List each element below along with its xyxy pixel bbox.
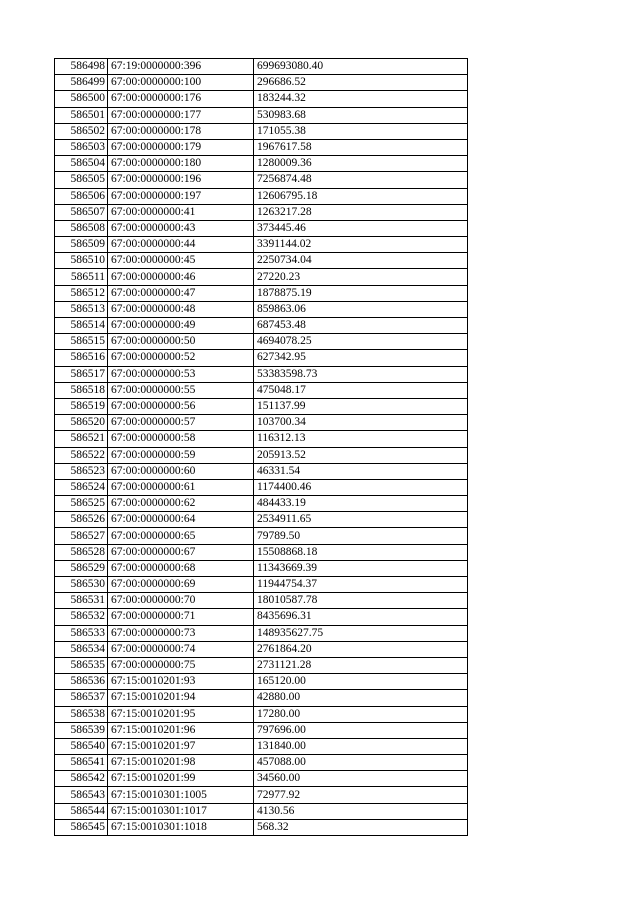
- row-number-cell: 586503: [55, 139, 108, 155]
- cadastral-number-cell: 67:00:0000000:177: [108, 107, 254, 123]
- cadastral-number-cell: 67:00:0000000:74: [108, 641, 254, 657]
- row-number-cell: 586518: [55, 382, 108, 398]
- value-cell: 46331.54: [254, 463, 468, 479]
- value-cell: 165120.00: [254, 674, 468, 690]
- table-row: [55, 398, 468, 414]
- cadastral-number-cell: 67:00:0000000:61: [108, 479, 254, 495]
- table-row: [55, 107, 468, 123]
- row-number-cell: 586532: [55, 609, 108, 625]
- table-row: [55, 123, 468, 139]
- table-row: [55, 512, 468, 528]
- table-row: [55, 75, 468, 91]
- table-row: [55, 285, 468, 301]
- cadastral-number-cell: 67:00:0000000:75: [108, 657, 254, 673]
- row-number-cell: 586543: [55, 787, 108, 803]
- table-row: [55, 350, 468, 366]
- table-row: [55, 722, 468, 738]
- table-row: [55, 59, 468, 75]
- row-number-cell: 586541: [55, 755, 108, 771]
- value-cell: 7256874.48: [254, 172, 468, 188]
- row-number-cell: 586538: [55, 706, 108, 722]
- row-number-cell: 586507: [55, 204, 108, 220]
- cadastral-number-cell: 67:00:0000000:65: [108, 528, 254, 544]
- cadastral-number-cell: 67:15:0010201:96: [108, 722, 254, 738]
- row-number-cell: 586498: [55, 59, 108, 75]
- row-number-cell: 586511: [55, 269, 108, 285]
- row-number-cell: 586508: [55, 220, 108, 236]
- cadastral-number-cell: 67:00:0000000:49: [108, 318, 254, 334]
- cadastral-number-cell: 67:15:0010301:1018: [108, 819, 254, 835]
- row-number-cell: 586516: [55, 350, 108, 366]
- cadastral-number-cell: 67:00:0000000:52: [108, 350, 254, 366]
- cadastral-number-cell: 67:00:0000000:43: [108, 220, 254, 236]
- value-cell: 11944754.37: [254, 577, 468, 593]
- table-body: [55, 59, 468, 836]
- table-row: [55, 188, 468, 204]
- table-row: [55, 625, 468, 641]
- value-cell: 1967617.58: [254, 139, 468, 155]
- value-cell: 148935627.75: [254, 625, 468, 641]
- row-number-cell: 586520: [55, 415, 108, 431]
- row-number-cell: 586528: [55, 544, 108, 560]
- table-row: [55, 674, 468, 690]
- table-row: [55, 819, 468, 835]
- cadastral-number-cell: 67:00:0000000:69: [108, 577, 254, 593]
- row-number-cell: 586542: [55, 771, 108, 787]
- table-row: [55, 463, 468, 479]
- table-row: [55, 139, 468, 155]
- cadastral-number-cell: 67:00:0000000:45: [108, 253, 254, 269]
- value-cell: 2250734.04: [254, 253, 468, 269]
- value-cell: 4694078.25: [254, 334, 468, 350]
- table-row: [55, 479, 468, 495]
- cadastral-number-cell: 67:00:0000000:176: [108, 91, 254, 107]
- cadastral-number-cell: 67:15:0010201:97: [108, 738, 254, 754]
- value-cell: 457088.00: [254, 755, 468, 771]
- table-row: [55, 91, 468, 107]
- cadastral-number-cell: 67:00:0000000:68: [108, 560, 254, 576]
- table-row: [55, 755, 468, 771]
- table-row: [55, 528, 468, 544]
- cadastral-number-cell: 67:00:0000000:59: [108, 447, 254, 463]
- table-row: [55, 496, 468, 512]
- cadastral-number-cell: 67:00:0000000:179: [108, 139, 254, 155]
- value-cell: 797696.00: [254, 722, 468, 738]
- value-cell: 79789.50: [254, 528, 468, 544]
- cadastral-number-cell: 67:00:0000000:56: [108, 398, 254, 414]
- table-row: [55, 269, 468, 285]
- row-number-cell: 586537: [55, 690, 108, 706]
- row-number-cell: 586525: [55, 496, 108, 512]
- row-number-cell: 586499: [55, 75, 108, 91]
- value-cell: 205913.52: [254, 447, 468, 463]
- value-cell: 8435696.31: [254, 609, 468, 625]
- value-cell: 484433.19: [254, 496, 468, 512]
- value-cell: 475048.17: [254, 382, 468, 398]
- row-number-cell: 586501: [55, 107, 108, 123]
- value-cell: 72977.92: [254, 787, 468, 803]
- cadastral-number-cell: 67:00:0000000:53: [108, 366, 254, 382]
- table-row: [55, 593, 468, 609]
- value-cell: 296686.52: [254, 75, 468, 91]
- value-cell: 1280009.36: [254, 156, 468, 172]
- row-number-cell: 586510: [55, 253, 108, 269]
- value-cell: 15508868.18: [254, 544, 468, 560]
- cadastral-number-cell: 67:00:0000000:57: [108, 415, 254, 431]
- row-number-cell: 586545: [55, 819, 108, 835]
- row-number-cell: 586524: [55, 479, 108, 495]
- row-number-cell: 586530: [55, 577, 108, 593]
- table-row: [55, 415, 468, 431]
- row-number-cell: 586509: [55, 237, 108, 253]
- cadastral-number-cell: 67:15:0010301:1017: [108, 803, 254, 819]
- value-cell: 4130.56: [254, 803, 468, 819]
- cadastral-number-cell: 67:00:0000000:47: [108, 285, 254, 301]
- cadastral-number-cell: 67:00:0000000:67: [108, 544, 254, 560]
- row-number-cell: 586512: [55, 285, 108, 301]
- cadastral-number-cell: 67:00:0000000:178: [108, 123, 254, 139]
- table-row: [55, 787, 468, 803]
- cadastral-number-cell: 67:00:0000000:70: [108, 593, 254, 609]
- value-cell: 27220.23: [254, 269, 468, 285]
- row-number-cell: 586514: [55, 318, 108, 334]
- cadastral-number-cell: 67:15:0010201:98: [108, 755, 254, 771]
- row-number-cell: 586502: [55, 123, 108, 139]
- value-cell: 1174400.46: [254, 479, 468, 495]
- value-cell: 859863.06: [254, 301, 468, 317]
- data-table: [54, 58, 468, 836]
- row-number-cell: 586539: [55, 722, 108, 738]
- cadastral-number-cell: 67:00:0000000:58: [108, 431, 254, 447]
- cadastral-number-cell: 67:00:0000000:180: [108, 156, 254, 172]
- row-number-cell: 586506: [55, 188, 108, 204]
- table-row: [55, 366, 468, 382]
- table-row: [55, 156, 468, 172]
- value-cell: 530983.68: [254, 107, 468, 123]
- table-row: [55, 771, 468, 787]
- value-cell: 103700.34: [254, 415, 468, 431]
- table-row: [55, 318, 468, 334]
- row-number-cell: 586500: [55, 91, 108, 107]
- table-row: [55, 220, 468, 236]
- value-cell: 151137.99: [254, 398, 468, 414]
- cadastral-number-cell: 67:15:0010201:94: [108, 690, 254, 706]
- cadastral-number-cell: 67:00:0000000:46: [108, 269, 254, 285]
- table-row: [55, 544, 468, 560]
- row-number-cell: 586527: [55, 528, 108, 544]
- cadastral-number-cell: 67:19:0000000:396: [108, 59, 254, 75]
- value-cell: 2731121.28: [254, 657, 468, 673]
- row-number-cell: 586544: [55, 803, 108, 819]
- cadastral-number-cell: 67:00:0000000:48: [108, 301, 254, 317]
- value-cell: 2761864.20: [254, 641, 468, 657]
- table-row: [55, 431, 468, 447]
- row-number-cell: 586531: [55, 593, 108, 609]
- table-row: [55, 657, 468, 673]
- value-cell: 3391144.02: [254, 237, 468, 253]
- value-cell: 2534911.65: [254, 512, 468, 528]
- value-cell: 568.32: [254, 819, 468, 835]
- table-row: [55, 382, 468, 398]
- row-number-cell: 586513: [55, 301, 108, 317]
- table-row: [55, 738, 468, 754]
- table-row: [55, 609, 468, 625]
- value-cell: 131840.00: [254, 738, 468, 754]
- row-number-cell: 586534: [55, 641, 108, 657]
- cadastral-number-cell: 67:00:0000000:60: [108, 463, 254, 479]
- table-row: [55, 577, 468, 593]
- table-row: [55, 301, 468, 317]
- value-cell: 34560.00: [254, 771, 468, 787]
- cadastral-number-cell: 67:00:0000000:71: [108, 609, 254, 625]
- table-row: [55, 334, 468, 350]
- table-row: [55, 253, 468, 269]
- row-number-cell: 586540: [55, 738, 108, 754]
- table-row: [55, 706, 468, 722]
- row-number-cell: 586523: [55, 463, 108, 479]
- cadastral-number-cell: 67:00:0000000:55: [108, 382, 254, 398]
- cadastral-number-cell: 67:00:0000000:197: [108, 188, 254, 204]
- value-cell: 627342.95: [254, 350, 468, 366]
- value-cell: 17280.00: [254, 706, 468, 722]
- row-number-cell: 586519: [55, 398, 108, 414]
- cadastral-number-cell: 67:15:0010201:99: [108, 771, 254, 787]
- row-number-cell: 586533: [55, 625, 108, 641]
- row-number-cell: 586515: [55, 334, 108, 350]
- cadastral-number-cell: 67:00:0000000:41: [108, 204, 254, 220]
- cadastral-number-cell: 67:00:0000000:64: [108, 512, 254, 528]
- cadastral-number-cell: 67:00:0000000:100: [108, 75, 254, 91]
- value-cell: 12606795.18: [254, 188, 468, 204]
- cadastral-number-cell: 67:00:0000000:62: [108, 496, 254, 512]
- row-number-cell: 586535: [55, 657, 108, 673]
- value-cell: 1878875.19: [254, 285, 468, 301]
- table-row: [55, 803, 468, 819]
- value-cell: 11343669.39: [254, 560, 468, 576]
- table-row: [55, 172, 468, 188]
- row-number-cell: 586522: [55, 447, 108, 463]
- row-number-cell: 586526: [55, 512, 108, 528]
- value-cell: 687453.48: [254, 318, 468, 334]
- value-cell: 53383598.73: [254, 366, 468, 382]
- row-number-cell: 586536: [55, 674, 108, 690]
- value-cell: 42880.00: [254, 690, 468, 706]
- row-number-cell: 586529: [55, 560, 108, 576]
- table-row: [55, 641, 468, 657]
- cadastral-number-cell: 67:15:0010201:95: [108, 706, 254, 722]
- value-cell: 116312.13: [254, 431, 468, 447]
- table-row: [55, 560, 468, 576]
- table-row: [55, 690, 468, 706]
- row-number-cell: 586521: [55, 431, 108, 447]
- value-cell: 699693080.40: [254, 59, 468, 75]
- cadastral-number-cell: 67:15:0010201:93: [108, 674, 254, 690]
- value-cell: 1263217.28: [254, 204, 468, 220]
- cadastral-number-cell: 67:00:0000000:50: [108, 334, 254, 350]
- value-cell: 171055.38: [254, 123, 468, 139]
- row-number-cell: 586517: [55, 366, 108, 382]
- cadastral-number-cell: 67:00:0000000:196: [108, 172, 254, 188]
- table-row: [55, 204, 468, 220]
- value-cell: 18010587.78: [254, 593, 468, 609]
- value-cell: 183244.32: [254, 91, 468, 107]
- value-cell: 373445.46: [254, 220, 468, 236]
- cadastral-number-cell: 67:00:0000000:73: [108, 625, 254, 641]
- table-row: [55, 447, 468, 463]
- row-number-cell: 586504: [55, 156, 108, 172]
- table-row: [55, 237, 468, 253]
- row-number-cell: 586505: [55, 172, 108, 188]
- cadastral-number-cell: 67:15:0010301:1005: [108, 787, 254, 803]
- cadastral-number-cell: 67:00:0000000:44: [108, 237, 254, 253]
